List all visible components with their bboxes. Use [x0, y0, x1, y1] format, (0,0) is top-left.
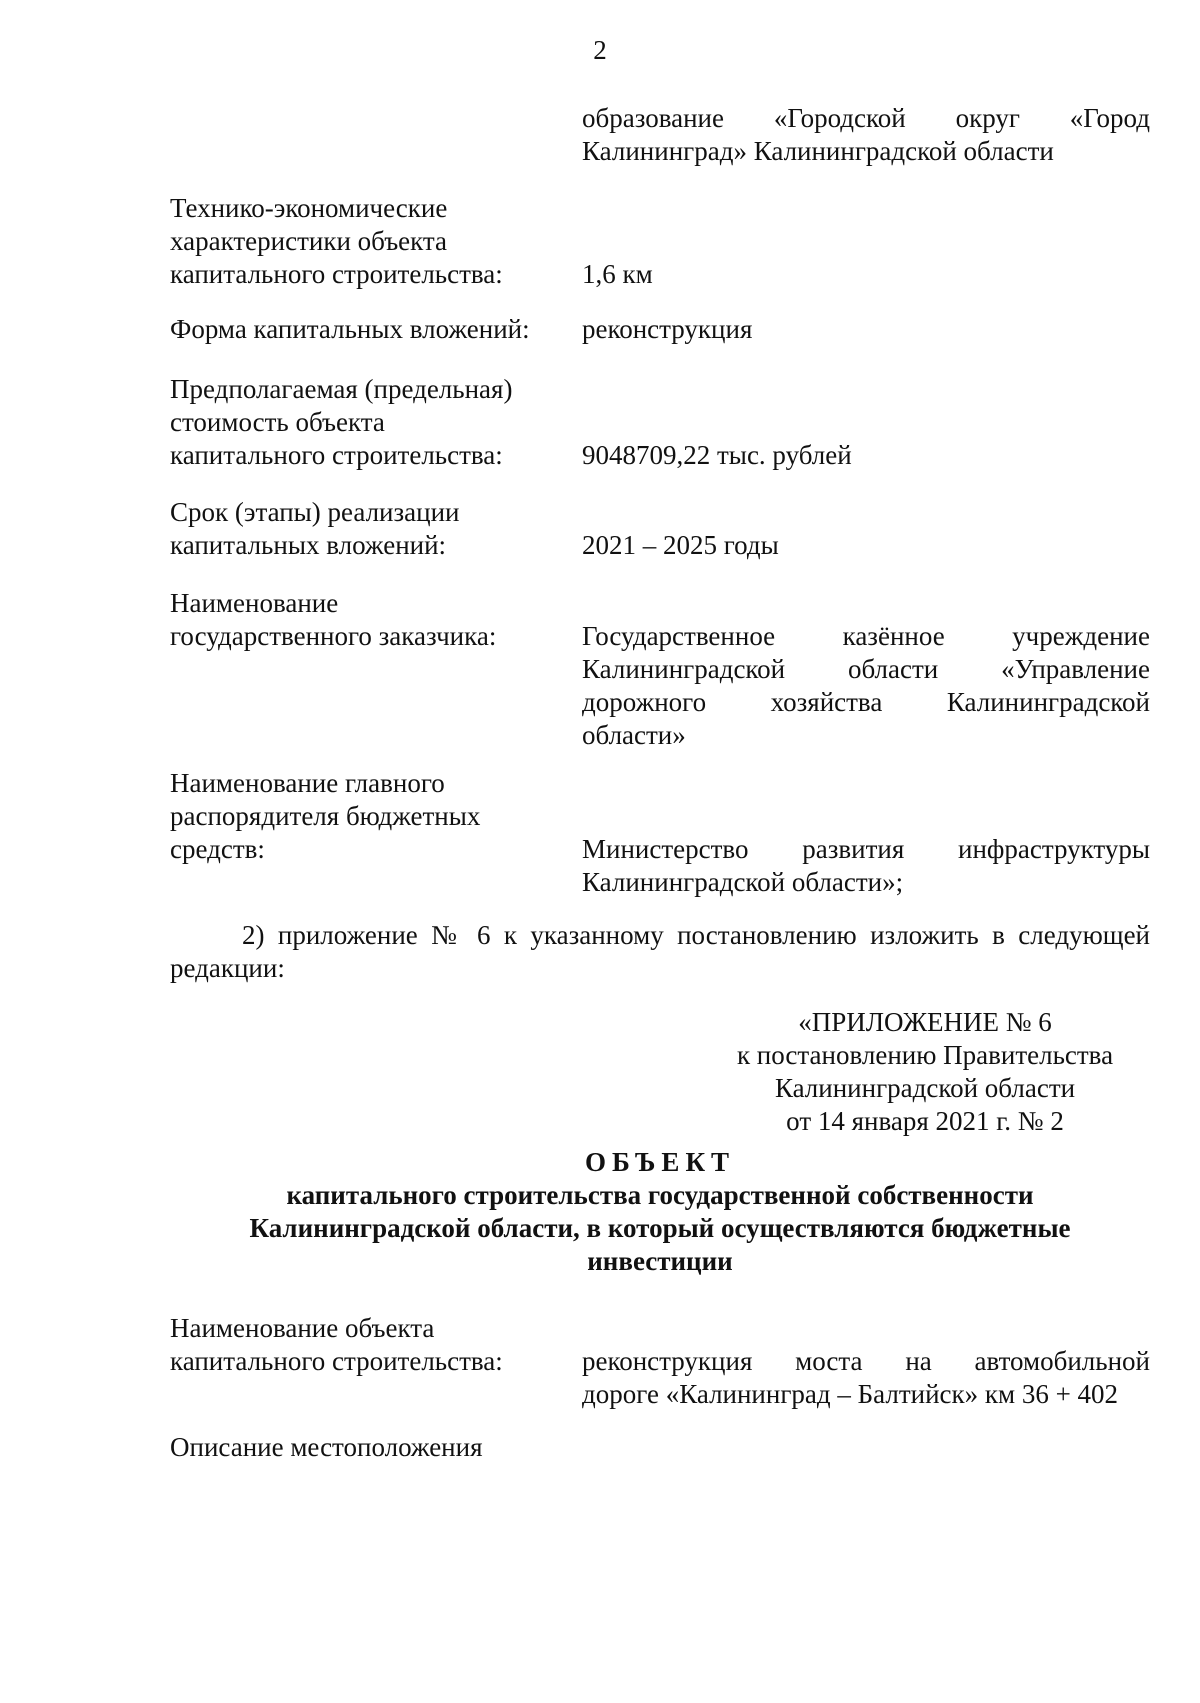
- field-label: Предполагаемая (предельная) стоимость объекта капитального строительства:: [170, 374, 513, 470]
- field-value: Государственное казённое учреждение Калининградской области «Управление дорожного хозяйства Калининградской области»: [582, 621, 1150, 750]
- field-label: Наименование объекта капитального строительства:: [170, 1313, 503, 1376]
- field-label: Описание местоположения: [170, 1432, 483, 1462]
- page-number: 2: [593, 35, 607, 65]
- heading-line: Калининградской области, в который осуществляются бюджетные: [249, 1213, 1071, 1243]
- field-label: Форма капитальных вложений:: [170, 314, 530, 344]
- field-value: реконструкция: [582, 314, 753, 344]
- heading-line: инвестиции: [587, 1246, 733, 1276]
- object-heading: [170, 1146, 1150, 1278]
- paragraph-line: 2) приложение № 6 к указанному постановлению изложить в следующей: [242, 920, 1150, 950]
- field-label: Наименование государственного заказчика:: [170, 588, 497, 651]
- field-value: Министерство развития инфраструктуры Калининградской области»;: [582, 834, 1150, 897]
- field-label: Технико-экономические характеристики объекта капитального строительства:: [170, 193, 503, 289]
- appendix-header: «ПРИЛОЖЕНИЕ № 6 к постановлению Правительства Калининградской области от 14 января 2021 г. № 2: [736, 1007, 1114, 1136]
- value-line: образование «Городской округ «Город: [582, 103, 1150, 133]
- field-value: 2021 – 2025 годы: [582, 530, 779, 560]
- field-label: Наименование главного распорядителя бюджетных средств:: [170, 768, 481, 864]
- field-value: реконструкция моста на автомобильной дороге «Калининград – Балтийск» км 36 + 402: [582, 1346, 1150, 1409]
- field-value: 9048709,22 тыс. рублей: [582, 440, 852, 470]
- heading-line: капитального строительства государственной собственности: [286, 1180, 1034, 1210]
- field-label: Срок (этапы) реализации капитальных вложений:: [170, 497, 460, 560]
- field-value: 1,6 км: [582, 259, 653, 289]
- value-line: Калининград» Калининградской области: [582, 136, 1054, 166]
- paragraph-line: редакции:: [170, 953, 285, 983]
- heading-title: ОБЪЕКТ: [584, 1147, 736, 1177]
- amendment-paragraph: [170, 919, 1150, 985]
